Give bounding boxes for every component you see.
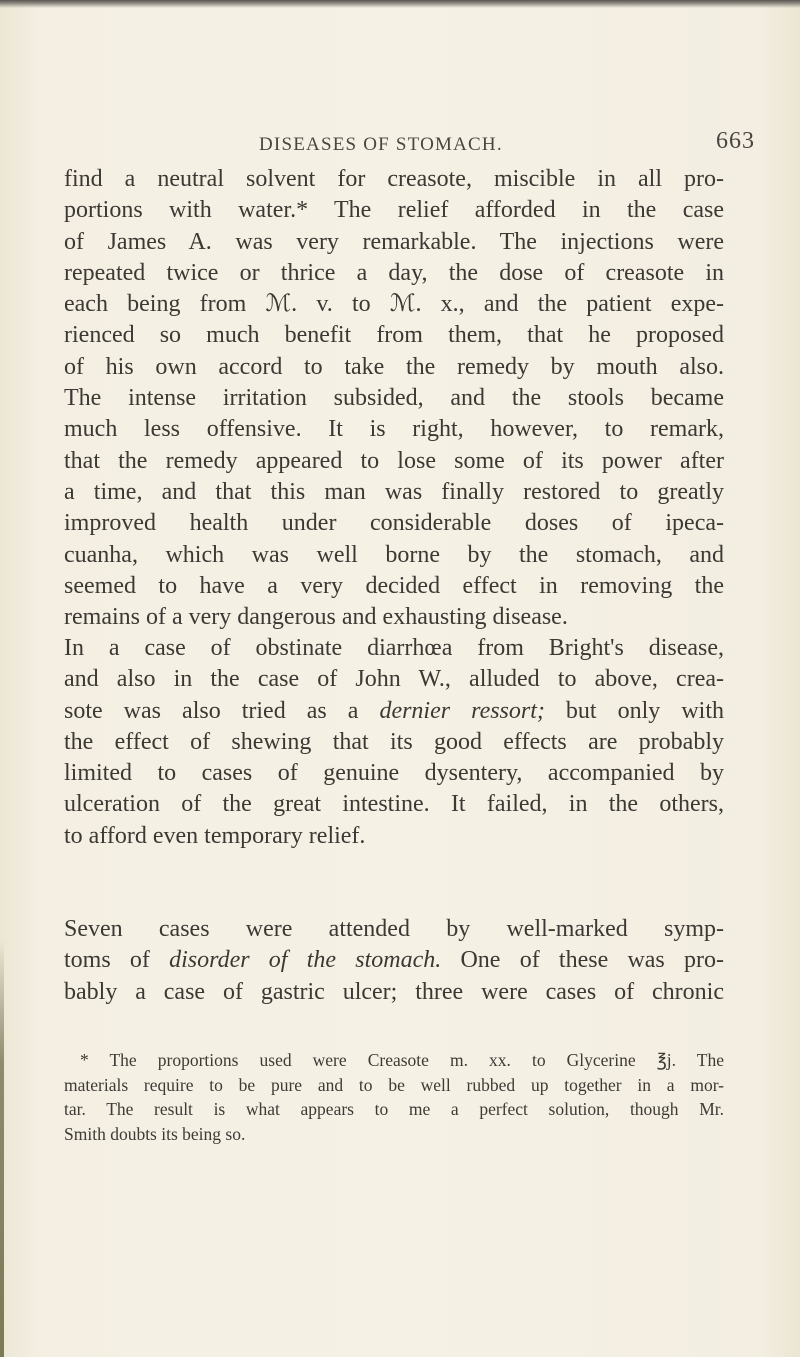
text-line: much less offensive. It is right, however, to remark,: [64, 416, 724, 443]
text-line: of his own accord to take the remedy by mouth also.: [64, 353, 724, 380]
text-line: [64, 945, 724, 976]
text-line: portions with water.* The relief afforded in the case: [64, 197, 724, 224]
text-line: remains of a very dangerous and exhausting disease.: [64, 604, 568, 631]
text-span: One of these was pro-: [441, 947, 724, 974]
text-line: limited to cases of genuine dysentery, accompanied by: [64, 760, 724, 787]
footnote: [64, 1048, 724, 1146]
text-line: the effect of shewing that its good effects are probably: [64, 728, 724, 755]
paragraph-3: [64, 914, 724, 1008]
text-span: In a case of obstinate diarrhœa from Bright's disease,: [64, 635, 724, 661]
text-span: sote was also tried as a: [64, 697, 380, 724]
text-line: to afford even temporary relief.: [64, 822, 366, 849]
text-line: find a neutral solvent for creasote, miscible in all pro-: [64, 166, 724, 192]
paragraph-1: [64, 164, 724, 633]
footnote-line: Smith doubts its being so.: [64, 1123, 246, 1144]
page-number: 663: [716, 128, 755, 154]
footnote-line: * The proportions used were Creasote m. xx. to Glycerine ℥j. The: [80, 1050, 724, 1070]
text-span: Seven cases were attended by well-marked symp-: [64, 916, 724, 942]
running-header-title: DISEASES OF STOMACH.: [259, 134, 503, 155]
text-line: [64, 914, 724, 945]
text-line: ulceration of the great intestine. It failed, in the others,: [64, 791, 724, 818]
text-line: cuanha, which was well borne by the stomach, and: [64, 541, 724, 568]
page-left-edge-stain: [0, 940, 4, 1357]
text-line: The intense irritation subsided, and the stools became: [64, 385, 724, 412]
text-line: that the remedy appeared to lose some of its power after: [64, 447, 724, 474]
text-line: each being from ℳ. v. to ℳ. x., and the patient expe-: [64, 291, 724, 318]
text-line: [64, 696, 724, 727]
text-span: toms of: [64, 947, 170, 974]
text-line: of James A. was very remarkable. The injections were: [64, 228, 724, 255]
text-line: a time, and that this man was finally restored to greatly: [64, 478, 724, 505]
text-span: but only with: [544, 697, 724, 724]
italic-phrase: dernier ressort;: [379, 697, 545, 724]
footnote-line: tar. The result is what appears to me a perfect solution, though Mr.: [64, 1099, 724, 1120]
page-top-edge-shadow: [0, 0, 800, 8]
text-line: improved health under considerable doses of ipeca-: [64, 510, 724, 537]
text-line: seemed to have a very decided effect in removing the: [64, 572, 724, 599]
text-line: rienced so much benefit from them, that he proposed: [64, 322, 724, 349]
text-line: bably a case of gastric ulcer; three were cases of chronic: [64, 978, 724, 1005]
italic-phrase: disorder of the stomach.: [169, 947, 442, 974]
paragraph-2: [64, 633, 724, 852]
text-line: and also in the case of John W., alluded to above, crea-: [64, 666, 724, 693]
text-line: repeated twice or thrice a day, the dose of creasote in: [64, 259, 724, 286]
footnote-line: materials require to be pure and to be well rubbed up together in a mor-: [64, 1074, 724, 1095]
text-line: [64, 633, 724, 664]
